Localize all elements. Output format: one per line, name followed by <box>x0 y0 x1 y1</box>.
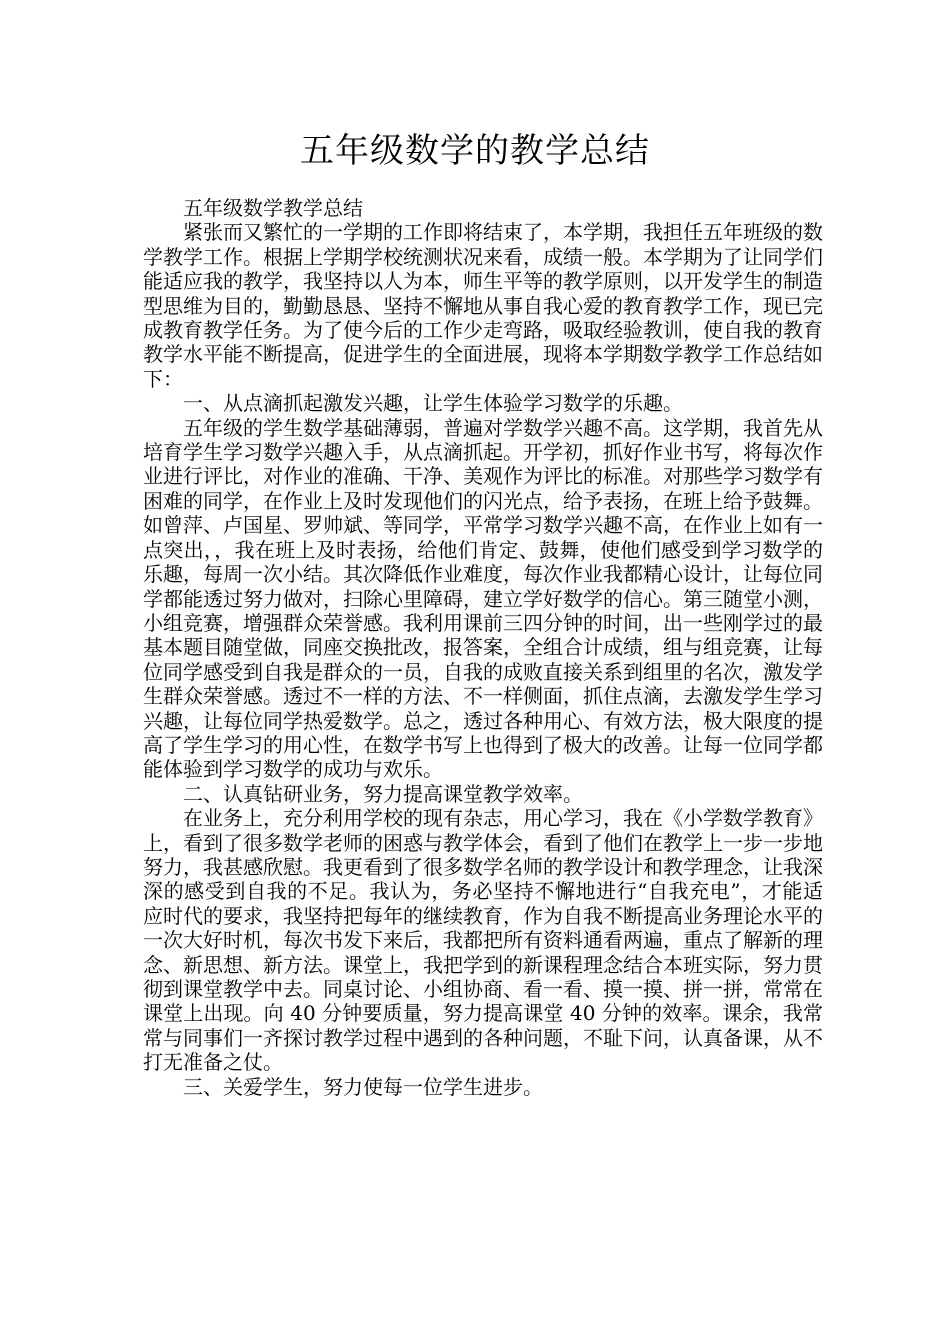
paragraph-subtitle: 五年级数学教学总结 <box>183 196 363 220</box>
paragraph-intro: 紧张而又繁忙的一学期的工作即将结束了，本学期，我担任五年班级的数学教学工作。根据上学期学校统测状况来看，成绩一般。本学期为了让同学们能适应我的教学，我坚持以人为本，师生平等的教学原则，以开发学生的制造型思维为目的，勤勤恳恳、坚持不懈地从事自我心爱的教育教学工作，现已完成教育教学任务。为了使今后的工作少走弯路，吸取经验教训，使自我的教育教学水平能不断提高，促进学生的全面进展，现将本学期数学教学工作总结如下： <box>143 220 823 391</box>
document-title: 五年级数学的教学总结 <box>300 131 650 171</box>
section-heading-2: 二、认真钻研业务，努力提高课堂教学效率。 <box>183 781 583 806</box>
paragraph-section-1: 五年级的学生数学基础薄弱，普遍对学数学兴趣不高。这学期，我首先从培育学生学习数学兴趣入手，从点滴抓起。开学初，抓好作业书写，将每次作业进行评比，对作业的准确、干净、美观作为评比的标准。对那些学习数学有困难的同学，在作业上及时发现他们的闪光点，给予表扬，在班上给予鼓舞。如曾萍、卢国星、罗帅斌、等同学，平常学习数学兴趣不高，在作业上如有一点突出，，我在班上及时表扬，给他们肯定、鼓舞，使他们感受到学习数学的乐趣，每周一次小结。其次降低作业难度，每次作业我都精心设计，让每位同学都能透过努力做对，扫除心里障碍，建立学好数学的信心。第三随堂小测，小组竞赛，增强群众荣誉感。我利用课前三四分钟的时间，出一些刚学过的最基本题目随堂做，同座交换批改，报答案，全组合计成绩，组与组竞赛，让每位同学感受到自我是群众的一员，自我的成败直接关系到组里的名次，激发学生群众荣誉感。透过不一样的方法、不一样侧面，抓住点滴，去激发学生学习兴趣，让每位同学热爱数学。总之，透过各种用心、有效方法，极大限度的提高了学生学习的用心性，在数学书写上也得到了极大的改善。让每一位同学都能体验到学习数学的成功与欢乐。 <box>143 415 823 782</box>
section-heading-3: 三、关爱学生，努力使每一位学生进步。 <box>183 1074 543 1099</box>
section-heading-1: 一、从点滴抓起激发兴趣，让学生体验学习数学的乐趣。 <box>183 391 683 416</box>
document-body <box>143 196 823 1099</box>
paragraph-section-2: 在业务上，充分利用学校的现有杂志，用心学习，我在《小学数学教育》上，看到了很多数学老师的困惑与教学体会，看到了他们在教学上一步一步地努力，我甚感欣慰。我更看到了很多数学名师的教学设计和教学理念，让我深深的感受到自我的不足。我认为，务必坚持不懈地进行“自我充电”，才能适应时代的要求，我坚持把每年的继续教育，作为自我不断提高业务理论水平的一次大好时机，每次书发下来后，我都把所有资料通看两遍，重点了解新的理念、新思想、新方法。课堂上，我把学到的新课程理念结合本班实际，努力贯彻到课堂教学中去。同桌讨论、小组协商、看一看、摸一摸、拼一拼，常常在课堂上出现。向 40 分钟要质量，努力提高课堂 40 分钟的效率。课余，我常常与同事们一齐探讨教学过程中遇到的各种问题，不耻下问，认真备课，从不打无准备之仗。 <box>143 806 823 1075</box>
